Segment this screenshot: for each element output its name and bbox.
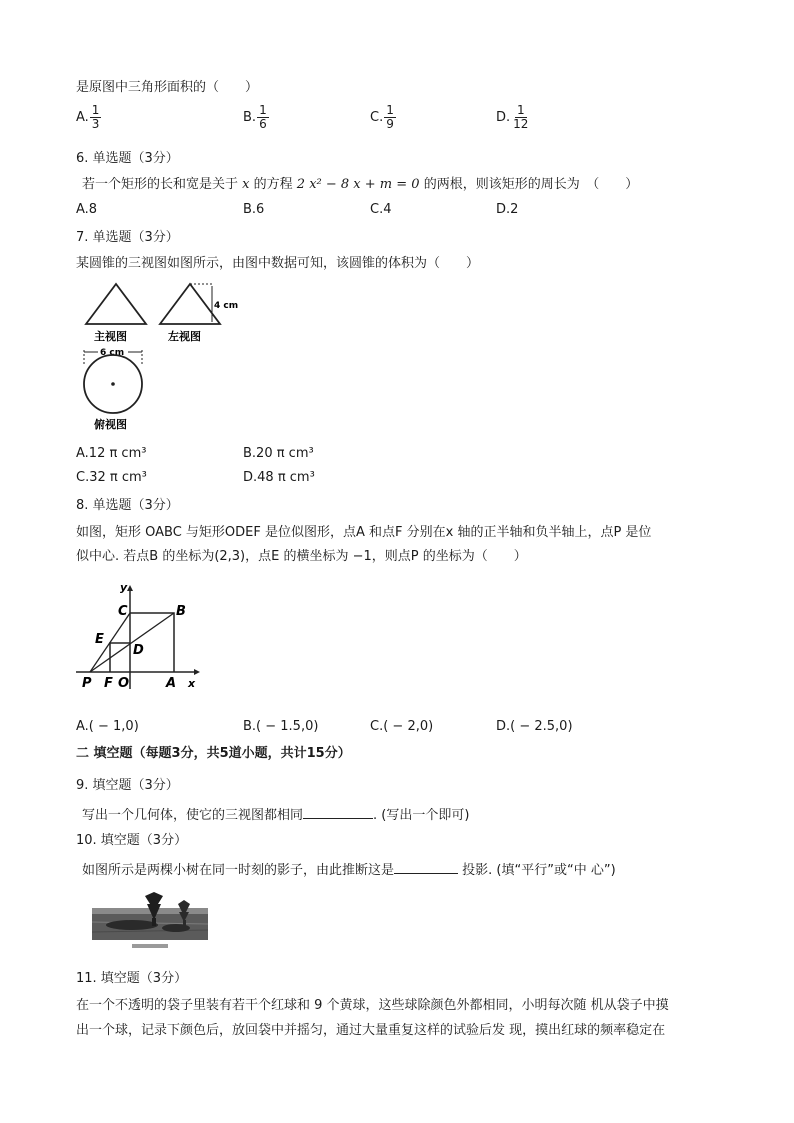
label-f: F <box>104 676 113 691</box>
height-label: 4 cm <box>214 301 239 311</box>
q10-answer-blank[interactable] <box>394 859 458 874</box>
left-view-triangle <box>160 284 220 324</box>
q6-option-a[interactable]: A.8 <box>76 202 98 217</box>
q8-option-a[interactable]: A.( − 1,0) <box>76 719 139 734</box>
q6-header: 6. 单选题（3分） <box>76 151 179 166</box>
q8-option-b[interactable]: B.( − 1.5,0) <box>243 719 319 734</box>
q9-header: 9. 填空题（3分） <box>76 778 179 793</box>
q5-option-b[interactable]: B. $\frac{1}{6}$ <box>243 103 267 131</box>
q8-header: 8. 单选题（3分） <box>76 498 179 513</box>
label-e: E <box>95 632 104 647</box>
q5-option-a[interactable]: A. $\frac{1}{3}$ <box>76 103 100 131</box>
label-p: P <box>82 676 92 691</box>
q10-header: 10. 填空题（3分） <box>76 833 188 848</box>
q7-option-c[interactable]: C.32 π cm³ <box>76 470 147 485</box>
q6-stem: 若一个矩形的长和宽是关于 x 的方程 2 x² − 8 x + m = 0 的两根，则该矩形的周长为 （ ） <box>82 177 639 192</box>
q9-answer-blank[interactable] <box>303 804 373 819</box>
q9-stem: 写出一个几何体，使它的三视图都相同 . (写出一个即可) <box>82 804 469 825</box>
label-b: B <box>176 604 186 619</box>
q8-stem-line1: 如图，矩形 OABC 与矩形ODEF 是位似图形，点A 和点F 分别在x 轴的正半轴和负半轴上，点P 是位 <box>76 525 652 540</box>
front-view-triangle <box>86 284 146 324</box>
q6-option-d[interactable]: D.2 <box>496 202 519 217</box>
homothety-figure <box>76 577 206 692</box>
q6-equation: 2 x² − 8 x + m = 0 <box>296 177 420 192</box>
q8-option-d[interactable]: D.( − 2.5,0) <box>496 719 573 734</box>
svg-text:x: x <box>188 677 196 690</box>
q6-option-c[interactable]: C.4 <box>370 202 392 217</box>
q7-option-a[interactable]: A.12 π cm³ <box>76 446 147 461</box>
cone-three-views-figure <box>76 278 256 438</box>
circle-center-dot <box>111 382 115 386</box>
label-c: C <box>118 604 128 619</box>
q10-stem: 如图所示是两棵小树在同一时刻的影子，由此推断这是 投影. (填“平行”或“中 心”) <box>82 859 616 880</box>
diameter-label: 6 cm <box>100 348 125 358</box>
q11-header: 11. 填空题（3分） <box>76 971 188 986</box>
rectangle-odef <box>110 643 130 672</box>
left-view-label: 左视图 <box>168 330 201 343</box>
q6-option-b[interactable]: B.6 <box>243 202 265 217</box>
q11-stem-line2: 出一个球，记录下颜色后，放回袋中并摇匀，通过大量重复这样的试验后发 现，摸出红球的频率稳定在 <box>76 1023 666 1038</box>
tree-shadows-photo <box>92 892 208 948</box>
label-d: D <box>133 643 144 658</box>
q8-stem-line2: 似中心. 若点B 的坐标为(2,3)，点E 的横坐标为 −1，则点P 的坐标为（ ） <box>76 549 527 564</box>
top-view-label: 俯视图 <box>94 418 127 431</box>
q5-option-c[interactable]: C. $\frac{1}{9}$ <box>370 103 394 131</box>
label-o: O <box>118 676 130 691</box>
section-2-title: 二 填空题（每题3分，共5道小题，共计15分） <box>76 746 351 761</box>
q5-stem-tail: 是原图中三角形面积的（ ） <box>76 80 259 95</box>
q7-header: 7. 单选题（3分） <box>76 230 179 245</box>
q7-option-b[interactable]: B.20 π cm³ <box>243 446 314 461</box>
front-view-label: 主视图 <box>94 330 127 343</box>
svg-text:y: y <box>120 581 128 594</box>
q7-option-d[interactable]: D.48 π cm³ <box>243 470 315 485</box>
label-a: A <box>166 676 177 691</box>
q8-option-c[interactable]: C.( − 2,0) <box>370 719 434 734</box>
tree-shadow-left <box>106 920 158 930</box>
q11-stem-line1: 在一个不透明的袋子里装有若干个红球和 9 个黄球，这些球除颜色外都相同，小明每次随 机从袋子中摸 <box>76 998 669 1013</box>
q7-stem: 某圆锥的三视图如图所示，由图中数据可知，该圆锥的体积为（ ） <box>76 256 480 271</box>
q5-option-d[interactable]: D. $\frac{1}{12}$ <box>496 103 529 131</box>
